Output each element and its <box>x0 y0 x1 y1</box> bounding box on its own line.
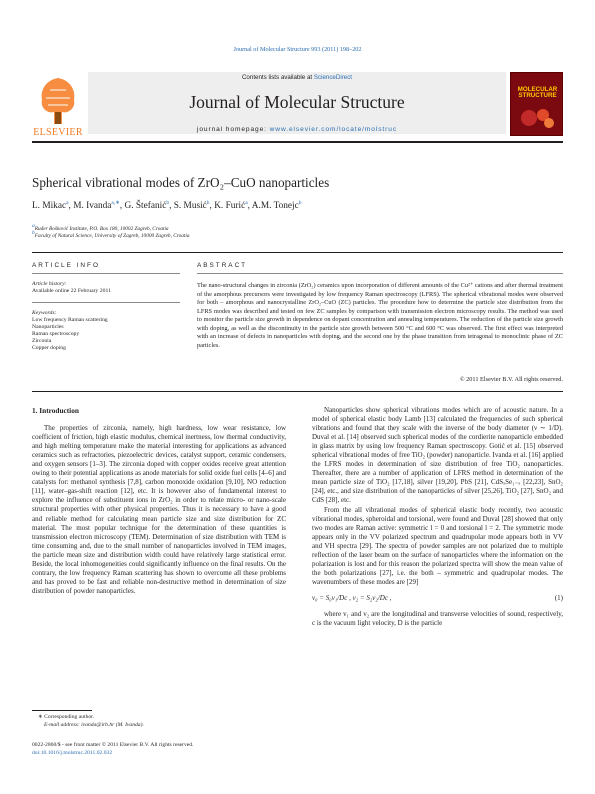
footnote <box>32 714 144 729</box>
issn-line: 0022-2860/$ - see front matter © 2011 Elsevier B.V. All rights reserved. <box>32 742 194 748</box>
equation-number: (1) <box>554 593 563 602</box>
author-name[interactable]: G. Štefanić <box>124 201 167 212</box>
section-rule <box>32 252 563 253</box>
keyword: Nanoparticles <box>32 324 64 330</box>
body-paragraph: The properties of zirconia, namely, high hardness, low wear resistance, low coefficient of friction, high elastic modulus, chemical inertness, low thermal conductivity, and high melting temperature make the material interesting for applications as advanced ceramics such as refractories, piezoelectric devices, catalyst support, ceramic condensers, and oxygen sensors [1–3]. The zirconia doped with copper oxides receive great attention owing to their potential applications as anode materials for solid oxide fuel cells [4–6] and catalysts for: methanol synthesis [7,8], carbon monoxide oxidation [9,10], NO reduction [11], water–gas-shift reaction [12], etc. It is however also of fundamental interest to explore the influence of substituent ions in ZrO₂ in order to relate micro- or nano-scale structural properties with other physical properties. Thus it is necessary to have a good and reliable method for calculating mean particle size and size distribution for ZC material. The most popular technique for the determination of these quantities is transmission electron microscopy (TEM). Determination of size distribution with TEM is time consuming and, due to the small number of nanoparticles involved in TEM images, the particle mean size and distribution width could have relatively large statistical error. Beside, the local inhomogeneities could significantly influence on the final results. On the contrary, the low frequency Raman scattering has shown to overcome all these problems and has proved to be fast and reliable non-destructive method in determination of size distribution of powder nanoparticles. <box>32 424 286 595</box>
homepage-prefix: journal homepage: <box>196 126 270 133</box>
author-affiliation-mark: a <box>66 200 69 206</box>
author-name[interactable]: M. Ivanda <box>73 201 112 212</box>
keywords-rule <box>32 302 180 303</box>
equation-row <box>312 594 563 603</box>
keywords-label: Keywords: <box>32 310 57 316</box>
history-label: Article history: <box>32 281 67 287</box>
contents-prefix: Contents lists available at <box>241 74 314 81</box>
cover-title: MOLECULAR STRUCTURE <box>517 86 558 100</box>
history-date: Available online 22 February 2011 <box>32 288 111 294</box>
author-list: L. Mikac$^a$, M. Ivanda$^{a,∗}$, G. Štefanić$^b$, S. Musić$^b$, K. Furić$^a$, A.M. Tonejc$^b$ <box>32 200 302 212</box>
affiliation-text: Ruđer Bošković Institute, P.O. Box 180, 10002 Zagreb, Croatia <box>34 225 169 232</box>
corresponding-author-note: ∗ Corresponding author. <box>38 714 95 720</box>
doi-link[interactable]: doi:10.1016/j.molstruc.2011.02.032 <box>32 750 113 756</box>
body-paragraph: Nanoparticles show spherical vibrations modes which are of acoustic nature. In a model of spherical elastic body Lamb [13] calculated the frequencies of such spherical vibrations and found that they scale with the inverse of the body diameter (ν ∼ 1/D). Duval et al. [14] observed such spherical modes of the cordierite nanoparticle embedded in glass matrix by using low frequency Raman spectroscopy. Gotić et al. [15] observed spherical vibrational modes of free TiO₂ (powder) nanoparticle. Ivanda et al. [16] applied the LFRS modes in determination of size distribution of free TiO₂ nanoparticles. Thereafter, there are a number of application of LFRS method in determination of the mean particle size of TiO₂ [17,18], silver [19,20], PbS [21], CdSₓSe₁₋ₓ [22,23], SnO₂ [24], etc., and size distribution of the nanoparticles of silver [25,26], TiO₂ [27], SnO₂ and CdS [28], etc. <box>312 406 563 505</box>
journal-cover-thumbnail[interactable] <box>510 72 563 136</box>
publisher-wordmark: ELSEVIER <box>33 127 83 138</box>
author-affiliation-mark: a <box>245 200 248 206</box>
affiliation-mark: b <box>32 230 35 236</box>
article-info-rule <box>32 273 180 274</box>
author-affiliation-mark: b <box>298 200 302 206</box>
article-history <box>32 281 111 295</box>
author-affiliation-mark: b <box>206 200 210 206</box>
abstract-text: The nano-structural changes in zirconia (ZrO₂) ceramics upon incorporation of different amounts of the Cu²⁺ cations and after thermal treatment of the amorphous precursors were investigated by low frequency Raman spectroscopy (LFRS). The spherical vibrational modes were observed for both – amorphous and nanocrystalline ZrO₂–CuO (ZC) particles. The procedure how to determine the particle size distribution from the LFRS modes was described and tested on few ZC samples by comparison with transmission electron microscopy results. The method was used to monitor the particle size growth in dependence on dopant concentration and annealing temperatures. The reduction of the particle size growth with doping, as well as the discontinuity in the particle size growth between 500 °C and 600 °C was observed. The first effect was interpreted with an increase of defects in nanoparticles with doping, and the second one by the phase transition from tetragonal to monoclinic phase of ZC particles. <box>197 282 563 349</box>
affiliation-text: Faculty of Natural Science, University of Zagreb, 10000 Zagreb, Croatia <box>34 232 190 239</box>
journal-homepage <box>88 126 506 133</box>
running-head[interactable]: Journal of Molecular Structure 993 (2011) 198–202 <box>233 46 362 53</box>
abstract-heading: ABSTRACT <box>197 262 248 269</box>
author-affiliation-mark: b <box>166 200 170 206</box>
equation: ν₀ = S₀v₁/Dc , ν₂ = S₂v₂/Dc , <box>312 593 392 602</box>
email-note[interactable]: E-mail address: ivanda@irb.hr (M. Ivanda). <box>44 721 144 728</box>
affiliation <box>32 230 190 239</box>
body-right-column <box>312 406 563 628</box>
cover-artwork <box>517 105 558 131</box>
author-name[interactable]: K. Furić <box>214 201 246 212</box>
affiliation-mark: a <box>32 223 35 229</box>
article-info-heading: ARTICLE INFO <box>32 262 100 269</box>
footnote-rule <box>32 710 92 711</box>
author-name[interactable]: A.M. Tonejc <box>251 201 299 212</box>
keyword: Copper doping <box>32 345 66 351</box>
header-rule <box>32 141 563 143</box>
homepage-url[interactable]: www.elsevier.com/locate/molstruc <box>269 126 398 133</box>
author-name[interactable]: L. Mikac <box>32 201 67 212</box>
contents-line <box>88 74 506 81</box>
author-name[interactable]: S. Musić <box>173 201 207 212</box>
keywords-block <box>32 310 108 352</box>
abstract-copyright: © 2011 Elsevier B.V. All rights reserved. <box>459 376 563 383</box>
section-heading: 1. Introduction <box>32 406 79 415</box>
body-paragraph: where v₁ and v₂ are the longitudinal and transverse velocities of sound, respectively, c is the vacuum light velocity, D is the particle <box>312 609 563 628</box>
body-left-column <box>32 406 286 596</box>
article-title: Spherical vibrational modes of ZrO₂–CuO nanoparticles <box>32 175 330 190</box>
keyword: Zirconia <box>32 338 52 344</box>
keyword: Raman spectroscopy <box>32 331 80 337</box>
journal-title: Journal of Molecular Structure <box>189 92 405 112</box>
body-rule <box>32 391 563 392</box>
page-footer <box>32 741 193 757</box>
body-paragraph: From the all vibrational modes of spherical elastic body recently, two acoustic vibrational modes, spheroidal and torsional, were found and Duval [28] showed that only two modes are Raman active: symmetric l = 0 and torsional l = 2. The symmetric mode appears only in the VV polarized spectrum and quadrupolar mode appears both in VV and VH spectra [29]. The spectra of powder samples are not polarized due to multiple reflection of the laser beam on the surface of nanoparticles where the information on the polarization is lost and for this reason the polarized spectra will show the mean value of the both polarizations [27], i.e. the both – symmetric and quadrupolar modes. The wavenumbers of these modes are [29] <box>312 505 563 586</box>
keyword: Low frequency Raman scattering <box>32 317 108 323</box>
sciencedirect-link[interactable]: ScienceDirect <box>313 74 353 81</box>
author-affiliation-mark: a,∗ <box>111 200 120 206</box>
abstract-rule <box>197 273 563 274</box>
